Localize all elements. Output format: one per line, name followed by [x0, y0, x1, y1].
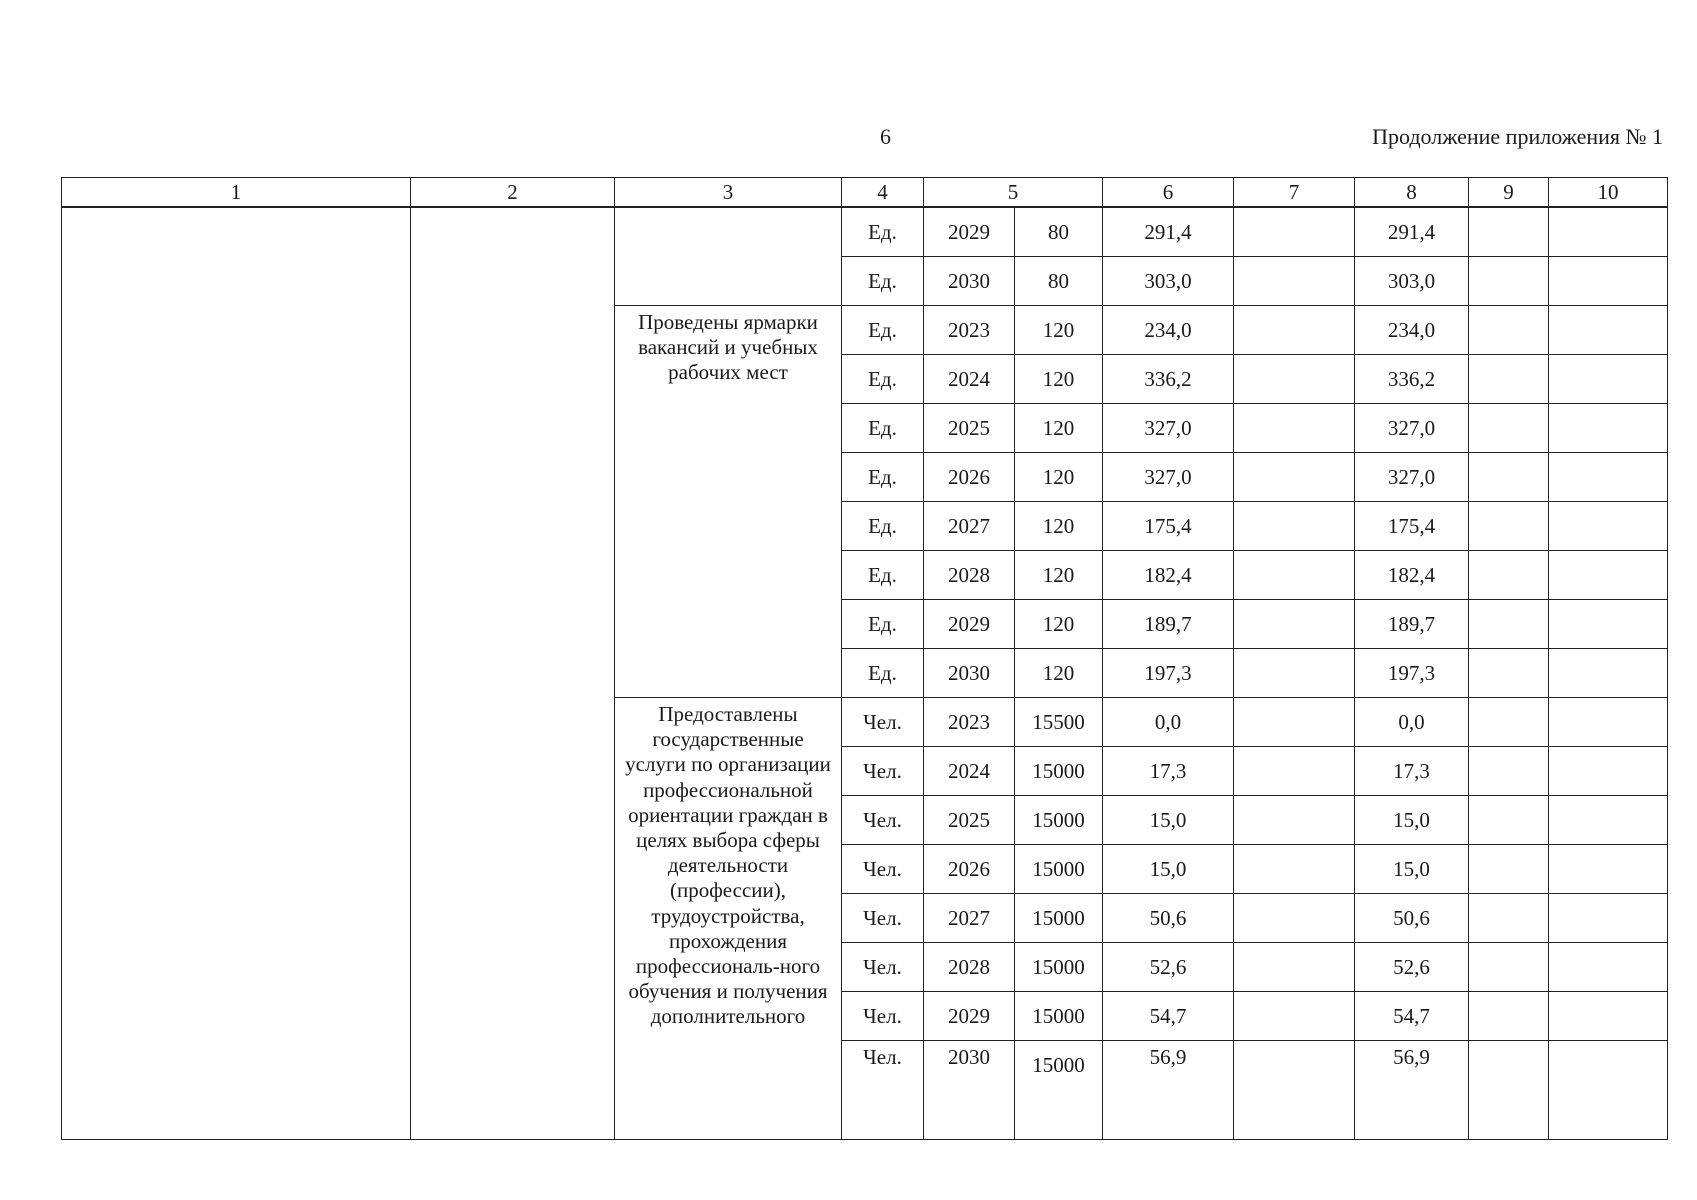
empty-cell — [1549, 207, 1668, 257]
quantity-cell: 120 — [1015, 453, 1103, 502]
empty-cell — [1469, 698, 1549, 747]
unit-cell: Чел. — [842, 698, 924, 747]
year-cell: 2024 — [924, 747, 1015, 796]
year-cell: 2023 — [924, 698, 1015, 747]
empty-cell — [1469, 943, 1549, 992]
quantity-cell: 15000 — [1015, 747, 1103, 796]
quantity-cell: 15500 — [1015, 698, 1103, 747]
amount-cell: 17,3 — [1355, 747, 1469, 796]
empty-cell — [1234, 551, 1355, 600]
unit-cell: Ед. — [842, 649, 924, 698]
table-row — [62, 207, 1668, 257]
amount-cell: 52,6 — [1355, 943, 1469, 992]
column-number-8: 8 — [1355, 178, 1469, 208]
quantity-cell: 120 — [1015, 502, 1103, 551]
empty-cell — [1234, 943, 1355, 992]
amount-cell: 182,4 — [1103, 551, 1234, 600]
amount-cell: 0,0 — [1355, 698, 1469, 747]
quantity-cell: 120 — [1015, 404, 1103, 453]
empty-cell — [1234, 207, 1355, 257]
empty-cell — [1234, 257, 1355, 306]
amount-cell: 303,0 — [1103, 257, 1234, 306]
amount-cell: 52,6 — [1103, 943, 1234, 992]
empty-cell — [1469, 502, 1549, 551]
empty-cell — [1469, 796, 1549, 845]
unit-cell: Ед. — [842, 600, 924, 649]
empty-cell — [1234, 404, 1355, 453]
amount-cell: 175,4 — [1355, 502, 1469, 551]
year-cell: 2029 — [924, 600, 1015, 649]
empty-cell — [1469, 649, 1549, 698]
year-cell: 2025 — [924, 404, 1015, 453]
column-number-9: 9 — [1469, 178, 1549, 208]
amount-cell: 291,4 — [1103, 207, 1234, 257]
result-description-cell — [615, 207, 842, 306]
year-cell: 2025 — [924, 796, 1015, 845]
column-1-cell — [62, 207, 411, 1140]
amount-cell: 327,0 — [1355, 453, 1469, 502]
empty-cell — [1234, 747, 1355, 796]
empty-cell — [1469, 551, 1549, 600]
empty-cell — [1549, 355, 1668, 404]
empty-cell — [1549, 747, 1668, 796]
amount-cell: 189,7 — [1355, 600, 1469, 649]
year-cell: 2030 — [924, 257, 1015, 306]
amount-cell: 56,9 — [1103, 1041, 1234, 1140]
empty-cell — [1549, 649, 1668, 698]
amount-cell: 327,0 — [1355, 404, 1469, 453]
amount-cell: 54,7 — [1103, 992, 1234, 1041]
quantity-cell: 15000 — [1015, 992, 1103, 1041]
quantity-cell: 120 — [1015, 649, 1103, 698]
empty-cell — [1469, 845, 1549, 894]
amount-cell: 50,6 — [1103, 894, 1234, 943]
column-number-7: 7 — [1234, 178, 1355, 208]
year-cell: 2024 — [924, 355, 1015, 404]
unit-cell: Ед. — [842, 306, 924, 355]
empty-cell — [1469, 992, 1549, 1041]
year-cell: 2029 — [924, 207, 1015, 257]
empty-cell — [1469, 1041, 1549, 1140]
empty-cell — [1469, 306, 1549, 355]
empty-cell — [1549, 257, 1668, 306]
empty-cell — [1234, 306, 1355, 355]
empty-cell — [1234, 698, 1355, 747]
unit-cell: Чел. — [842, 796, 924, 845]
unit-cell: Ед. — [842, 453, 924, 502]
unit-cell: Чел. — [842, 992, 924, 1041]
empty-cell — [1234, 600, 1355, 649]
amount-cell: 303,0 — [1355, 257, 1469, 306]
amount-cell: 15,0 — [1355, 796, 1469, 845]
empty-cell — [1234, 845, 1355, 894]
empty-cell — [1469, 257, 1549, 306]
empty-cell — [1549, 992, 1668, 1041]
quantity-cell: 80 — [1015, 257, 1103, 306]
column-2-cell — [411, 207, 615, 1140]
amount-cell: 17,3 — [1103, 747, 1234, 796]
empty-cell — [1469, 355, 1549, 404]
unit-cell: Чел. — [842, 1041, 924, 1140]
unit-cell: Ед. — [842, 207, 924, 257]
unit-cell: Ед. — [842, 404, 924, 453]
empty-cell — [1549, 698, 1668, 747]
empty-cell — [1549, 845, 1668, 894]
empty-cell — [1234, 502, 1355, 551]
column-number-10: 10 — [1549, 178, 1668, 208]
amount-cell: 336,2 — [1103, 355, 1234, 404]
result-description-cell: Проведены ярмарки вакансий и учебных рабочих мест — [615, 306, 842, 698]
year-cell: 2027 — [924, 894, 1015, 943]
column-number-4: 4 — [842, 178, 924, 208]
year-cell: 2026 — [924, 845, 1015, 894]
year-cell: 2023 — [924, 306, 1015, 355]
unit-cell: Ед. — [842, 551, 924, 600]
empty-cell — [1549, 1041, 1668, 1140]
empty-cell — [1234, 1041, 1355, 1140]
result-description-cell — [615, 698, 842, 1140]
year-cell: 2028 — [924, 551, 1015, 600]
amount-cell: 15,0 — [1103, 796, 1234, 845]
amount-cell: 327,0 — [1103, 404, 1234, 453]
empty-cell — [1549, 306, 1668, 355]
empty-cell — [1234, 894, 1355, 943]
quantity-cell: 120 — [1015, 600, 1103, 649]
empty-cell — [1549, 600, 1668, 649]
empty-cell — [1549, 551, 1668, 600]
amount-cell: 327,0 — [1103, 453, 1234, 502]
quantity-cell: 15000 — [1015, 1041, 1103, 1140]
empty-cell — [1469, 600, 1549, 649]
empty-cell — [1549, 894, 1668, 943]
amount-cell: 291,4 — [1355, 207, 1469, 257]
empty-cell — [1469, 747, 1549, 796]
appendix-continuation-label: Продолжение приложения № 1 — [1372, 124, 1663, 149]
amount-cell: 336,2 — [1355, 355, 1469, 404]
amount-cell: 15,0 — [1355, 845, 1469, 894]
empty-cell — [1549, 502, 1668, 551]
empty-cell — [1549, 943, 1668, 992]
empty-cell — [1469, 894, 1549, 943]
quantity-cell: 15000 — [1015, 796, 1103, 845]
quantity-cell: 15000 — [1015, 894, 1103, 943]
column-number-3: 3 — [615, 178, 842, 208]
unit-cell: Чел. — [842, 747, 924, 796]
empty-cell — [1234, 649, 1355, 698]
quantity-cell: 15000 — [1015, 943, 1103, 992]
unit-cell: Ед. — [842, 257, 924, 306]
year-cell: 2030 — [924, 649, 1015, 698]
amount-cell: 182,4 — [1355, 551, 1469, 600]
amount-cell: 197,3 — [1103, 649, 1234, 698]
unit-cell: Чел. — [842, 943, 924, 992]
empty-cell — [1234, 992, 1355, 1041]
empty-cell — [1234, 355, 1355, 404]
year-cell: 2028 — [924, 943, 1015, 992]
page-number: 6 — [880, 124, 891, 149]
amount-cell: 0,0 — [1103, 698, 1234, 747]
quantity-cell: 120 — [1015, 551, 1103, 600]
quantity-cell: 80 — [1015, 207, 1103, 257]
empty-cell — [1234, 453, 1355, 502]
column-number-1: 1 — [62, 178, 411, 208]
column-number-row — [62, 178, 1668, 208]
year-cell: 2026 — [924, 453, 1015, 502]
unit-cell: Чел. — [842, 845, 924, 894]
amount-cell: 54,7 — [1355, 992, 1469, 1041]
column-number-2: 2 — [411, 178, 615, 208]
empty-cell — [1469, 453, 1549, 502]
unit-cell: Ед. — [842, 355, 924, 404]
amount-cell: 197,3 — [1355, 649, 1469, 698]
empty-cell — [1549, 404, 1668, 453]
year-cell: 2029 — [924, 992, 1015, 1041]
column-number-6: 6 — [1103, 178, 1234, 208]
quantity-cell: 120 — [1015, 306, 1103, 355]
amount-cell: 234,0 — [1355, 306, 1469, 355]
amount-cell: 50,6 — [1355, 894, 1469, 943]
column-number-5: 5 — [924, 178, 1103, 208]
empty-cell — [1234, 796, 1355, 845]
empty-cell — [1469, 207, 1549, 257]
quantity-cell: 120 — [1015, 355, 1103, 404]
amount-cell: 175,4 — [1103, 502, 1234, 551]
unit-cell: Ед. — [842, 502, 924, 551]
amount-cell: 189,7 — [1103, 600, 1234, 649]
year-cell: 2030 — [924, 1041, 1015, 1140]
unit-cell: Чел. — [842, 894, 924, 943]
appendix-table — [61, 177, 1668, 1140]
quantity-cell: 15000 — [1015, 845, 1103, 894]
result-description-text: Предоставлены государственные услуги по организации профессиональной ориентации граждан в целях выбора сферы деятельности (профессии), трудоустройства, прохождения профессиональ-ного обучения и получения дополнительного — [625, 702, 831, 1029]
year-cell: 2027 — [924, 502, 1015, 551]
empty-cell — [1549, 453, 1668, 502]
empty-cell — [1469, 404, 1549, 453]
empty-cell — [1549, 796, 1668, 845]
amount-cell: 56,9 — [1355, 1041, 1469, 1140]
amount-cell: 234,0 — [1103, 306, 1234, 355]
amount-cell: 15,0 — [1103, 845, 1234, 894]
